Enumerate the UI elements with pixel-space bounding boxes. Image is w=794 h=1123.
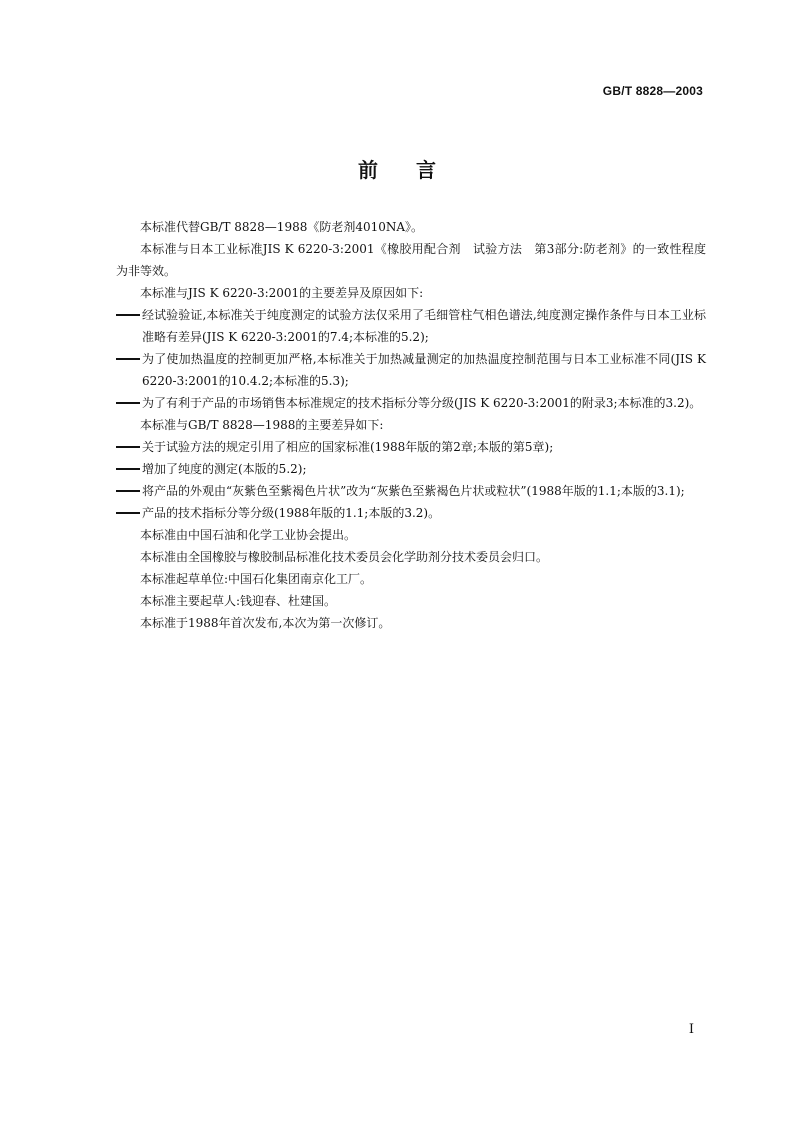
list-item-text: 关于试验方法的规定引用了相应的国家标准(1988年版的第2章;本版的第5章); [142, 440, 554, 454]
list-item [116, 436, 706, 458]
list-item-text: 为了有利于产品的市场销售本标准规定的技术指标分等分级(JIS K 6220-3:2001的附录3;本标准的3.2)。 [142, 396, 702, 410]
page-number: I [688, 1022, 694, 1037]
paragraph-drafting-unit: 本标准起草单位:中国石化集团南京化工厂。 [140, 572, 373, 586]
paragraph-equivalence: 本标准与日本工业标准JIS K 6220-3:2001《橡胶用配合剂 试验方法 第3部分:防老剂》的一致性程度为非等效。 [116, 242, 706, 278]
page-title: 前言 [358, 158, 474, 182]
list-item [116, 304, 706, 348]
paragraph-replaces: 本标准代替GB/T 8828—1988《防老剂4010NA》。 [140, 220, 424, 234]
dash-bullet [116, 446, 140, 448]
list-item [116, 348, 706, 392]
dash-bullet [116, 490, 140, 492]
list-item [116, 392, 706, 414]
standard-code: GB/T 8828—2003 [602, 84, 703, 98]
document-body [116, 216, 706, 634]
paragraph-gbt-differences-intro: 本标准与GB/T 8828—1988的主要差异如下: [140, 418, 384, 432]
dash-bullet [116, 402, 140, 404]
list-item [116, 502, 706, 524]
list-item-text: 产品的技术指标分等分级(1988年版的1.1;本版的3.2)。 [142, 506, 441, 520]
list-item-text: 将产品的外观由“灰紫色至紫褐色片状”改为“灰紫色至紫褐色片状或粒状”(1988年版的1.1;本版的3.1); [142, 484, 685, 498]
list-item-text: 为了使加热温度的控制更加严格,本标准关于加热减量测定的加热温度控制范围与日本工业标准不同(JIS K 6220-3:2001的10.4.2;本标准的5.3); [142, 352, 706, 388]
paragraph-proposer: 本标准由中国石油和化学工业协会提出。 [140, 528, 357, 542]
paragraph-jis-differences-intro: 本标准与JIS K 6220-3:2001的主要差异及原因如下: [140, 286, 424, 300]
dash-bullet [116, 512, 140, 514]
list-item [116, 480, 706, 502]
dash-bullet [116, 358, 140, 360]
dash-bullet [116, 314, 140, 316]
dash-bullet [116, 468, 140, 470]
paragraph-committee: 本标准由全国橡胶与橡胶制品标准化技术委员会化学助剂分技术委员会归口。 [140, 550, 549, 564]
list-item [116, 458, 706, 480]
list-item-text: 经试验验证,本标准关于纯度测定的试验方法仅采用了毛细管柱气相色谱法,纯度测定操作条件与日本工业标准略有差异(JIS K 6220-3:2001的7.4;本标准的5.2); [142, 308, 706, 344]
paragraph-history: 本标准于1988年首次发布,本次为第一次修订。 [140, 616, 391, 630]
list-item-text: 增加了纯度的测定(本版的5.2); [142, 462, 307, 476]
paragraph-drafters: 本标准主要起草人:钱迎春、杜建国。 [140, 594, 337, 608]
